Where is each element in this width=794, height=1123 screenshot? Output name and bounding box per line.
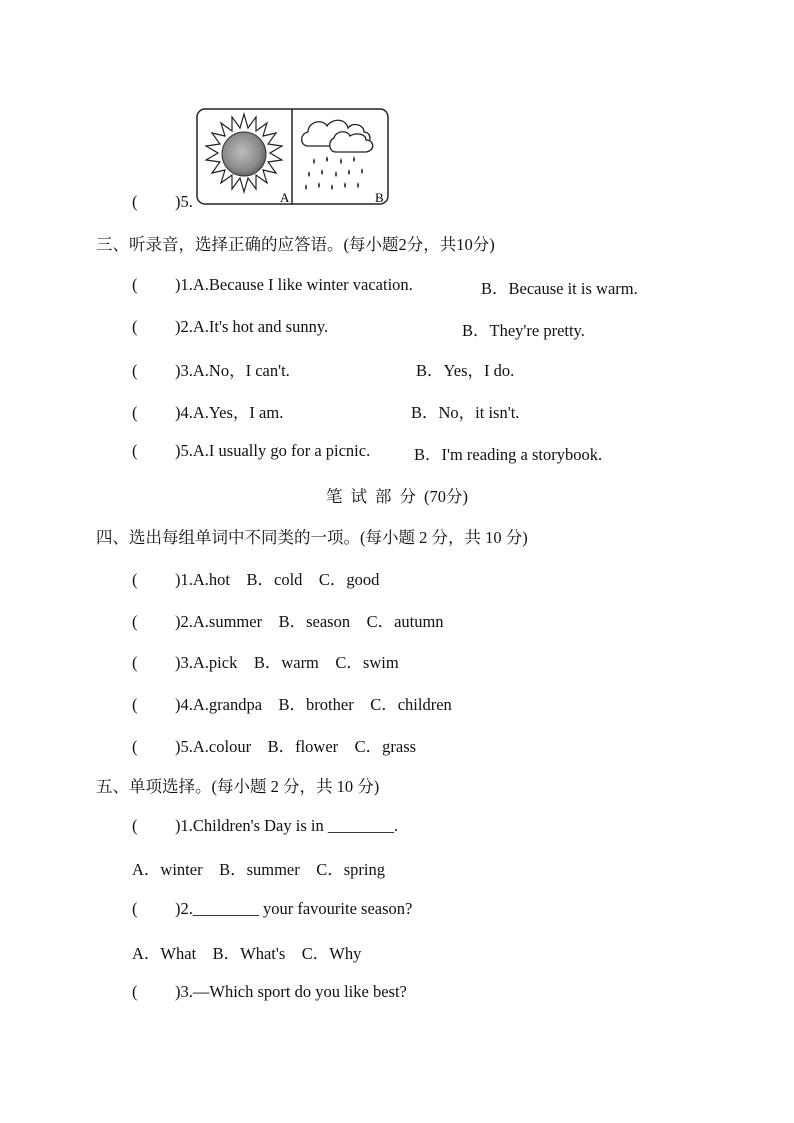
weather-picture xyxy=(196,108,389,205)
question-number: )4. xyxy=(175,403,193,422)
option-a: A.Because I like winter vacation. xyxy=(192,275,413,294)
word-options: )1.A.hot B．cold C．good xyxy=(175,570,380,589)
question-stem: )3.—Which sport do you like best? xyxy=(175,982,407,1001)
listening-question-5 xyxy=(132,441,370,461)
answer-paren[interactable]: ( xyxy=(132,317,138,336)
question-stem: )2.________ your favourite season? xyxy=(175,899,413,918)
option-b: B．Because it is warm. xyxy=(481,279,638,298)
option-b: B．Yes，I do. xyxy=(416,361,515,380)
option-b: B．They're pretty. xyxy=(462,321,585,340)
answer-paren[interactable]: ( xyxy=(132,275,138,294)
word-group-3 xyxy=(132,649,399,673)
answer-paren[interactable]: ( xyxy=(132,612,138,631)
listening-question-2 xyxy=(132,317,328,337)
choice-question-1 xyxy=(132,816,398,836)
answer-paren[interactable]: ( xyxy=(132,737,138,756)
question-number: )5. xyxy=(175,192,193,211)
answer-paren[interactable]: ( xyxy=(132,695,138,714)
question-stem: )1.Children's Day is in ________. xyxy=(175,816,398,835)
option-b: B．I'm reading a storybook. xyxy=(414,445,603,464)
written-part-score: (70分) xyxy=(424,487,468,506)
choice-question-3 xyxy=(132,982,407,1002)
section-4-title: 四、选出每组单词中不同类的一项。(每小题 2 分，共 10 分) xyxy=(96,528,528,547)
question-number: )2. xyxy=(175,317,193,336)
word-options: )4.A.grandpa B．brother C．children xyxy=(175,695,452,714)
word-group-4 xyxy=(132,691,452,715)
written-part-heading xyxy=(0,483,794,507)
option-a: A.It's hot and sunny. xyxy=(192,317,329,336)
question-number: )3. xyxy=(175,361,193,380)
listening-question-1 xyxy=(132,275,413,295)
option-a: A.I usually go for a picnic. xyxy=(192,441,371,460)
option-b-label: B xyxy=(375,190,384,205)
option-a: A.No，I can't. xyxy=(192,361,290,380)
answer-paren[interactable]: ( xyxy=(132,441,138,460)
question-number: )1. xyxy=(175,275,193,294)
weather-picture-svg xyxy=(196,108,389,205)
answer-paren[interactable]: ( xyxy=(132,653,138,672)
answer-paren[interactable]: ( xyxy=(132,899,138,918)
answer-paren[interactable]: ( xyxy=(132,570,138,589)
word-options: )2.A.summer B．season C．autumn xyxy=(175,612,444,631)
option-b: B．No，it isn't. xyxy=(411,403,520,422)
section-3-title: 三、听录音，选择正确的应答语。(每小题2分，共10分) xyxy=(96,235,495,254)
answer-paren[interactable]: ( xyxy=(132,403,138,422)
word-group-2 xyxy=(132,608,444,632)
answer-paren[interactable]: ( xyxy=(132,192,138,211)
question-number: )5. xyxy=(175,441,193,460)
option-a-label: A xyxy=(280,190,290,205)
answer-paren[interactable]: ( xyxy=(132,816,138,835)
answer-paren[interactable]: ( xyxy=(132,361,138,380)
option-a: A.Yes，I am. xyxy=(192,403,284,422)
question-5-row xyxy=(132,192,193,212)
word-group-5 xyxy=(132,733,416,757)
section-5-title: 五、单项选择。(每小题 2 分，共 10 分) xyxy=(96,777,380,796)
choice-question-2 xyxy=(132,899,412,919)
written-part-label: 笔试部分 xyxy=(326,487,424,506)
choice-options-1: A．winter B．summer C．spring xyxy=(132,860,385,879)
answer-paren[interactable]: ( xyxy=(132,982,138,1001)
word-group-1 xyxy=(132,566,379,590)
word-options: )5.A.colour B．flower C．grass xyxy=(175,737,417,756)
word-options: )3.A.pick B．warm C．swim xyxy=(175,653,399,672)
listening-question-3 xyxy=(132,357,290,381)
choice-options-2: A．What B．What's C．Why xyxy=(132,944,362,963)
listening-question-4 xyxy=(132,399,283,423)
